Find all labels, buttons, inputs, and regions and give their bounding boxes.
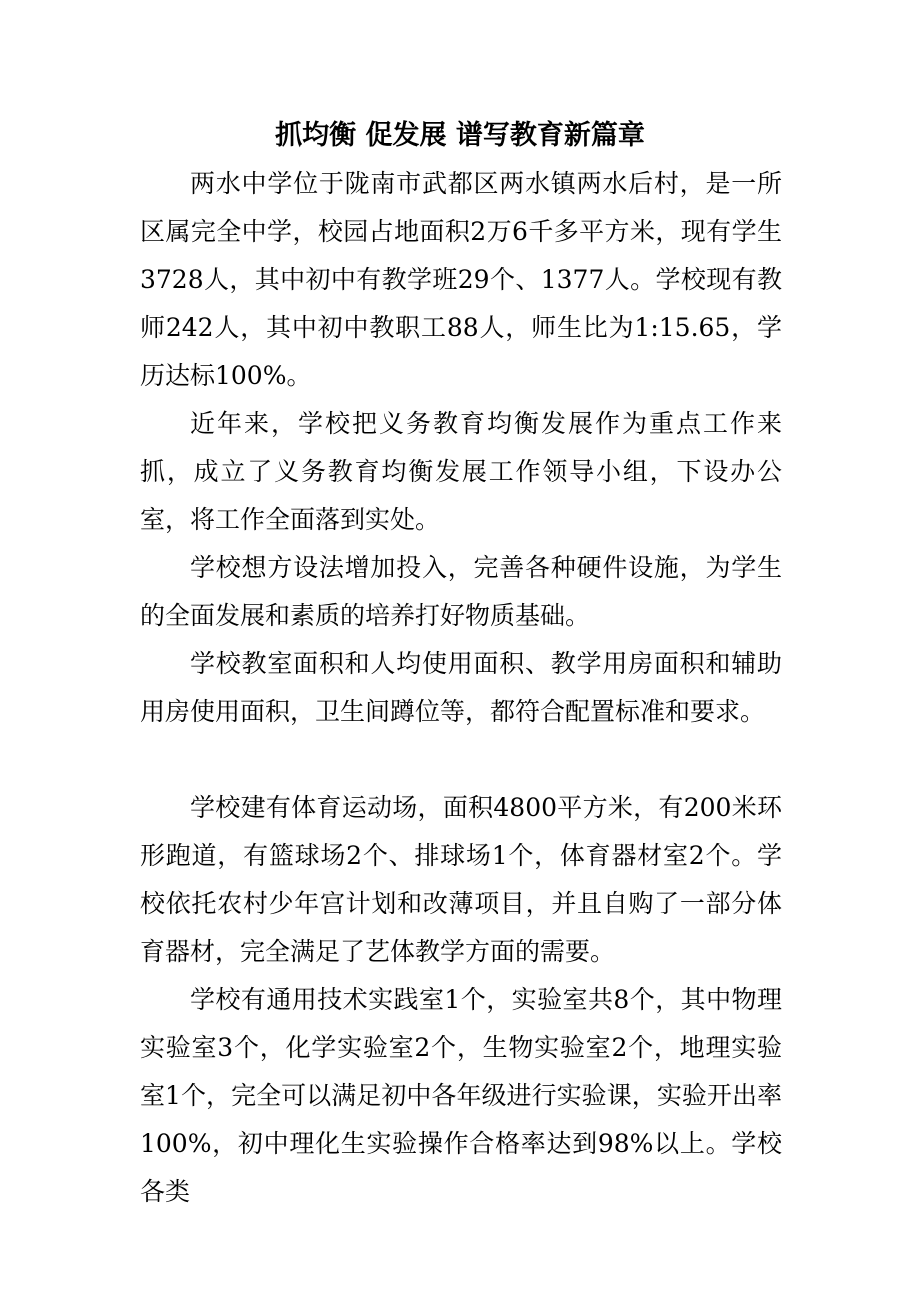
paragraph-laboratories: 学校有通用技术实践室1个，实验室共8个，其中物理实验室3个，化学实验室2个，生物实验室2个，地理实验室1个，完全可以满足初中各年级进行实验课，实验开出率100%，初中理化生实验操作合格率达到98%以上。学校各类 <box>140 985 782 1206</box>
paragraph-sports-field: 学校建有体育运动场，面积4800平方米，有200米环形跑道，有篮球场2个、排球场1个，体育器材室2个。学校依托农村少年宫计划和改薄项目，并且自购了一部分体育器材，完全满足了艺体教学方面的需要。 <box>140 793 782 966</box>
paragraph-classroom-area: 学校教室面积和人均使用面积、教学用房面积和辅助用房使用面积，卫生间蹲位等，都符合配置标准和要求。 <box>140 649 782 726</box>
paragraph-school-overview: 两水中学位于陇南市武都区两水镇两水后村，是一所区属完全中学，校园占地面积2万6千多平方米，现有学生3728人，其中初中有教学班29个、1377人。学校现有教师242人，其中初中教职工88人，师生比为1:15.65，学历达标100%。 <box>140 169 782 390</box>
paragraph-investment: 学校想方设法增加投入，完善各种硬件设施，为学生的全面发展和素质的培养打好物质基础。 <box>140 553 782 630</box>
document-title: 抓均衡 促发展 谱写教育新篇章 <box>275 120 645 151</box>
paragraph-leadership-group: 近年来，学校把义务教育均衡发展作为重点工作来抓，成立了义务教育均衡发展工作领导小组，下设办公室，将工作全面落到实处。 <box>140 409 782 534</box>
